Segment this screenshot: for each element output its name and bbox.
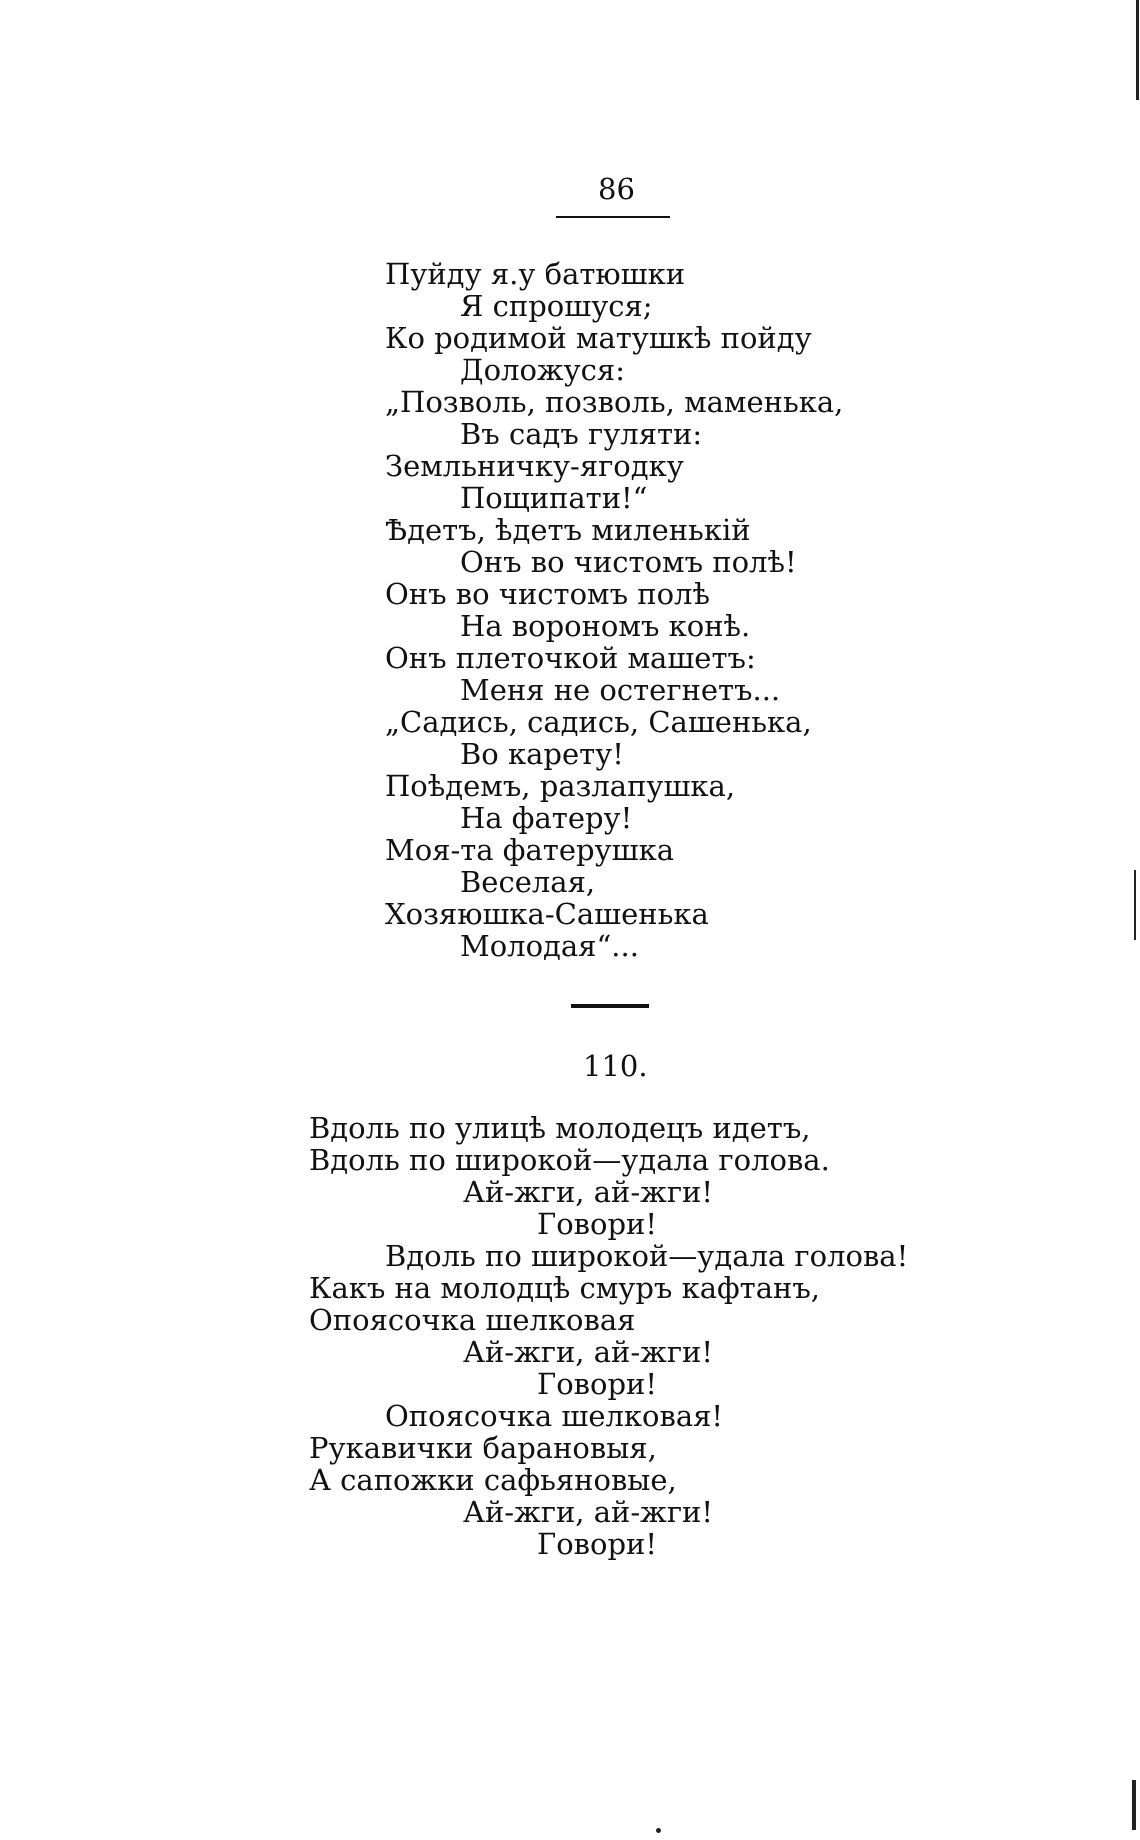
poem-line: Онъ во чистомъ полѣ [385,577,710,611]
poem-line: Онъ плеточкой машетъ: [385,641,756,675]
section-divider [571,1004,649,1008]
poem-line: Ко родимой матушкѣ пойду [385,321,812,355]
poem-line: Говори! [537,1367,657,1401]
poem-line: Онъ во чистомъ полѣ! [460,545,797,579]
poem-line: Говори! [537,1207,657,1241]
poem-line: Молодая“... [460,929,639,963]
poem-line: Доложуся: [460,353,625,387]
poem-line: Въ садъ гуляти: [460,417,703,451]
poem-line: Поѣдемъ, разлапушка, [385,769,736,803]
poem-line: „Позволь, позволь, маменька, [385,385,844,419]
poem-line: Пуйду я.у батюшки [385,257,686,291]
poem-line: Ай-жги, ай-жги! [463,1495,713,1529]
poem-line: На ворономъ конѣ. [460,609,751,643]
poem-line: Говори! [537,1527,657,1561]
poem-line: Вдоль по улицѣ молодецъ идетъ, [309,1111,811,1145]
poem-line: Моя-та фатерушка [385,833,674,867]
poem-line: Опоясочка шелковая! [385,1399,724,1433]
poem-line: Какъ на молодцѣ смуръ кафтанъ, [309,1271,821,1305]
poem-line: Рукавички барановыя, [309,1431,657,1465]
page-number: 86 [598,172,635,206]
poem-line: На фатеру! [460,801,633,835]
page-number-rule [556,216,670,218]
speck [656,1828,661,1833]
poem-line: Пощипати!“ [460,481,648,515]
poem-line: Земльничку-ягодку [385,449,684,483]
page-edge-mark [1134,870,1136,940]
poem-line: „Садись, садись, Сашенька, [385,705,812,739]
poem-line: Веселая, [460,865,596,899]
poem-line: Я спрошуся; [460,289,653,323]
poem-line: Во карету! [460,737,624,771]
page-edge-mark [1132,1780,1136,1830]
poem-line: А сапожки сафьяновые, [309,1463,677,1497]
poem-line: Вдоль по широкой—удала голова! [385,1239,909,1273]
poem-line: Опоясочка шелковая [309,1303,636,1337]
page-edge-mark [1136,0,1139,100]
song-number: 110. [583,1049,648,1083]
poem-line: Вдоль по широкой—удала голова. [309,1143,830,1177]
poem-line: Ѣдетъ, ѣдетъ миленькій [385,513,751,547]
poem-line: Ай-жги, ай-жги! [463,1175,713,1209]
poem-line: Хозяюшка-Сашенька [385,897,709,931]
poem-line: Меня не остегнетъ... [460,673,781,707]
poem-line: Ай-жги, ай-жги! [463,1335,713,1369]
